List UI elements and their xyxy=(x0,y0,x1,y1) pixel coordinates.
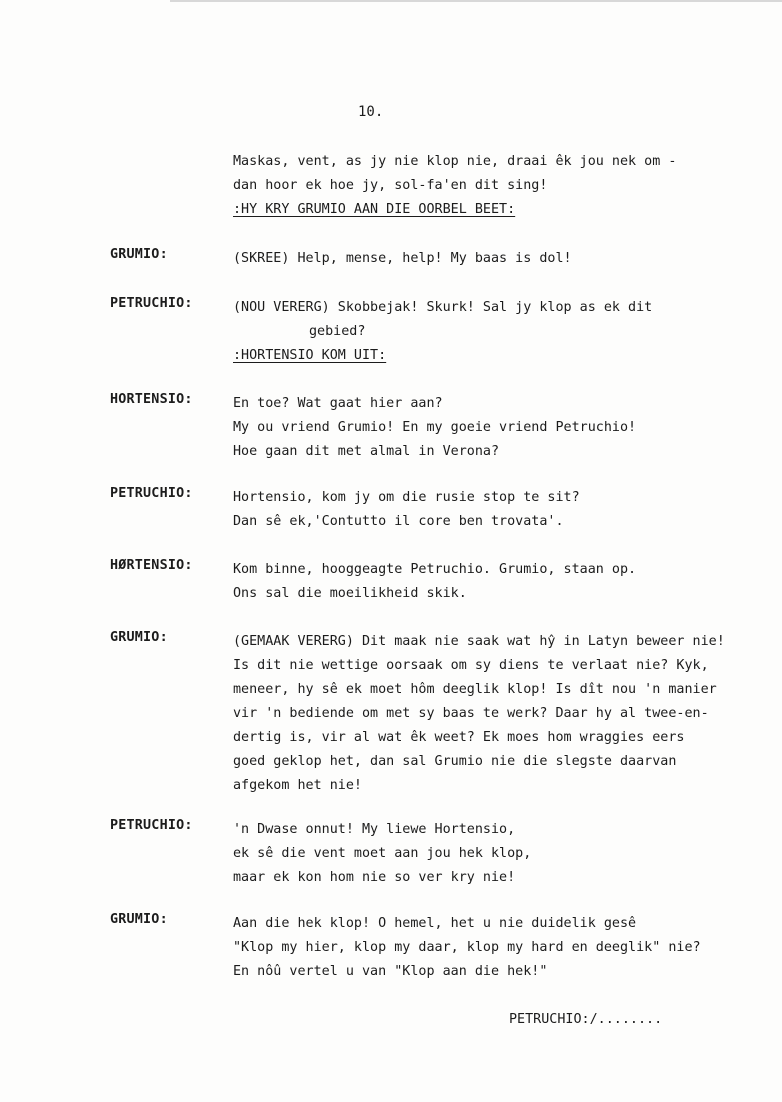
speech-line: meneer, hy sê ek moet hôm deeglik klop! Is dît nou 'n manier xyxy=(233,682,717,697)
speech-line: Ons sal die moeilikheid skik. xyxy=(233,586,467,601)
speech-line: Is dit nie wettige oorsaak om sy diens te verlaat nie? Kyk, xyxy=(233,658,709,673)
stage-direction: :HORTENSIO KOM UIT: xyxy=(233,348,387,363)
page-top-edge xyxy=(170,0,782,2)
speech-line: Kom binne, hooggeagte Petruchio. Grumio, staan op. xyxy=(233,562,637,577)
speech-lines xyxy=(233,630,725,798)
speech-line: gebied? xyxy=(309,324,366,339)
speech-lines xyxy=(233,818,531,890)
speech-line: maar ek kon hom nie so ver kry nie! xyxy=(233,870,516,885)
stage-direction: :HY KRY GRUMIO AAN DIE OORBEL BEET: xyxy=(233,202,516,217)
speech-line: vir 'n bediende om met sy baas te werk? Daar hy al twee-en- xyxy=(233,706,709,721)
speaker-name: GRUMIO: xyxy=(110,912,168,927)
speech-line: ek sê die vent moet aan jou hek klop, xyxy=(233,846,532,861)
speaker-name: GRUMIO: xyxy=(110,247,168,262)
speech-line: Maskas, vent, as jy nie klop nie, draai êk jou nek om - xyxy=(233,154,677,169)
speech-line: goed geklop het, dan sal Grumio nie die slegste daarvan xyxy=(233,754,677,769)
continuation-cue: PETRUCHIO:/........ xyxy=(509,1012,663,1027)
page-number: 10. xyxy=(358,104,384,120)
speech-line: Dan sê ek,'Contutto il core ben trovata'. xyxy=(233,514,564,529)
speech-line: En toe? Wat gaat hier aan? xyxy=(233,396,443,411)
speech-line: dertig is, vir al wat êk weet? Ek moes hom wraggies eers xyxy=(233,730,685,745)
speaker-name: PETRUCHIO: xyxy=(110,486,193,501)
speech-lines xyxy=(233,296,652,368)
speech-lines xyxy=(233,486,580,534)
speech-line: En nôû vertel u van "Klop aan die hek!" xyxy=(233,964,548,979)
speaker-name: HORTENSIO: xyxy=(110,392,193,407)
speech-line: Aan die hek klop! O hemel, het u nie duidelik gesê xyxy=(233,916,637,931)
speech-lines xyxy=(233,912,701,984)
speech-lines xyxy=(233,392,636,464)
speaker-name: PETRUCHIO: xyxy=(110,818,193,833)
speech-lines xyxy=(233,558,636,606)
speech-lines xyxy=(233,150,676,222)
speech-line: dan hoor ek hoe jy, sol-fa'en dit sing! xyxy=(233,178,548,193)
speech-line: Hortensio, kom jy om die rusie stop te sit? xyxy=(233,490,580,505)
speaker-name: HØRTENSIO: xyxy=(110,558,193,573)
speech-line: Hoe gaan dit met almal in Verona? xyxy=(233,444,500,459)
speech-line: afgekom het nie! xyxy=(233,778,362,793)
speech-line: (SKREE) Help, mense, help! My baas is dol! xyxy=(233,251,572,266)
speech-line: (NOU VERERG) Skobbejak! Skurk! Sal jy klop as ek dit xyxy=(233,300,653,315)
speech-line: "Klop my hier, klop my daar, klop my hard en deeglik" nie? xyxy=(233,940,701,955)
speaker-name: GRUMIO: xyxy=(110,630,168,645)
speaker-name: PETRUCHIO: xyxy=(110,296,193,311)
speech-lines xyxy=(233,247,572,271)
speech-line: My ou vriend Grumio! En my goeie vriend Petruchio! xyxy=(233,420,637,435)
speech-line: 'n Dwase onnut! My liewe Hortensio, xyxy=(233,822,516,837)
speech-line: (GEMAAK VERERG) Dit maak nie saak wat hŷ in Latyn beweer nie! xyxy=(233,634,725,649)
